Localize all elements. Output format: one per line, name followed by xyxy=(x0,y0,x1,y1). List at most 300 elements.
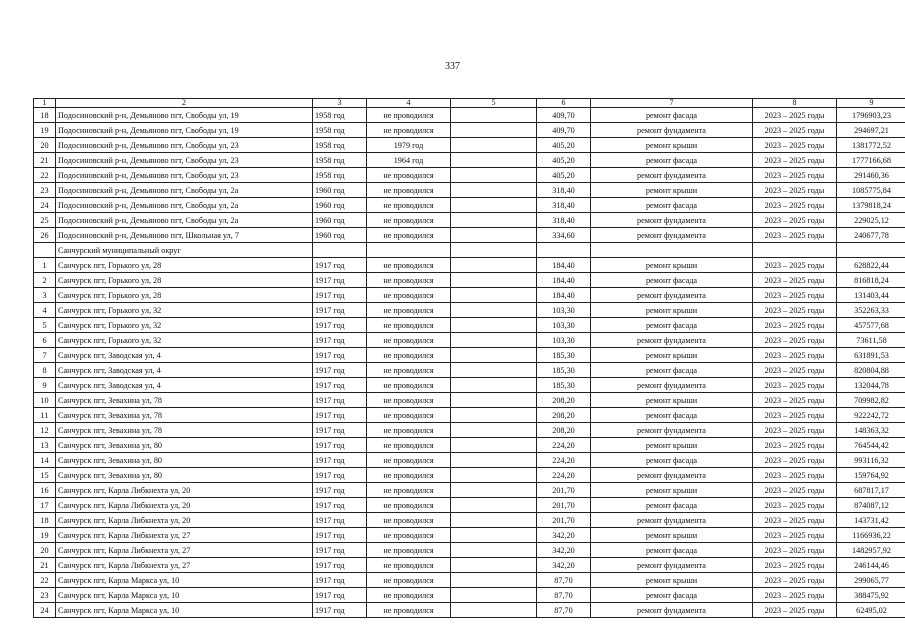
empty-cell xyxy=(451,168,537,183)
row-number-cell: 23 xyxy=(34,183,56,198)
row-number-cell: 6 xyxy=(34,333,56,348)
build-year-cell: 1917 год xyxy=(313,348,367,363)
empty-cell xyxy=(451,183,537,198)
last-repair-year-cell: 1979 год xyxy=(367,138,451,153)
section-empty-cell xyxy=(537,243,591,258)
empty-cell xyxy=(451,258,537,273)
empty-cell xyxy=(451,498,537,513)
area-cell: 405,20 xyxy=(537,168,591,183)
work-type-cell: ремонт крыши xyxy=(591,438,753,453)
period-cell: 2023 – 2025 годы xyxy=(753,153,837,168)
work-type-cell: ремонт крыши xyxy=(591,393,753,408)
address-cell: Санчурск пгт, Карла Либкнехта ул, 27 xyxy=(56,543,313,558)
address-cell: Санчурск пгт, Зевахина ул, 78 xyxy=(56,408,313,423)
cost-cell: 1777166,68 xyxy=(837,153,905,168)
build-year-cell: 1917 год xyxy=(313,588,367,603)
period-cell: 2023 – 2025 годы xyxy=(753,123,837,138)
table-row xyxy=(34,378,905,393)
table-row xyxy=(34,453,905,468)
address-cell: Подосиновский р-н, Демьяново пгт, Свободы ул, 23 xyxy=(56,153,313,168)
address-cell: Подосиновский р-н, Демьяново пгт, Свободы ул, 23 xyxy=(56,168,313,183)
work-type-cell: ремонт фундамента xyxy=(591,123,753,138)
last-repair-year-cell: не проводился xyxy=(367,603,451,618)
build-year-cell: 1917 год xyxy=(313,378,367,393)
period-cell: 2023 – 2025 годы xyxy=(753,468,837,483)
section-empty-cell xyxy=(753,243,837,258)
area-cell: 318,40 xyxy=(537,198,591,213)
empty-cell xyxy=(451,318,537,333)
area-cell: 103,30 xyxy=(537,318,591,333)
period-cell: 2023 – 2025 годы xyxy=(753,378,837,393)
build-year-cell: 1917 год xyxy=(313,483,367,498)
table-row xyxy=(34,603,905,618)
header-cell: 7 xyxy=(591,99,753,108)
address-cell: Санчурск пгт, Карла Маркса ул, 10 xyxy=(56,603,313,618)
empty-cell xyxy=(451,468,537,483)
period-cell: 2023 – 2025 годы xyxy=(753,483,837,498)
build-year-cell: 1958 год xyxy=(313,168,367,183)
empty-cell xyxy=(451,558,537,573)
row-number-cell: 16 xyxy=(34,483,56,498)
repair-program-table xyxy=(33,98,905,618)
work-type-cell: ремонт фундамента xyxy=(591,513,753,528)
empty-cell xyxy=(451,273,537,288)
cost-cell: 240677,78 xyxy=(837,228,905,243)
section-empty-cell xyxy=(837,243,905,258)
table-row xyxy=(34,138,905,153)
row-number-cell: 20 xyxy=(34,138,56,153)
period-cell: 2023 – 2025 годы xyxy=(753,303,837,318)
empty-cell xyxy=(451,408,537,423)
area-cell: 185,30 xyxy=(537,348,591,363)
address-cell: Санчурск пгт, Карла Либкнехта ул, 20 xyxy=(56,498,313,513)
empty-cell xyxy=(451,213,537,228)
table-row xyxy=(34,348,905,363)
address-cell: Подосиновский р-н, Демьяново пгт, Свободы ул, 2а xyxy=(56,198,313,213)
last-repair-year-cell: не проводился xyxy=(367,303,451,318)
last-repair-year-cell: не проводился xyxy=(367,213,451,228)
address-cell: Санчурск пгт, Зевахина ул, 80 xyxy=(56,468,313,483)
area-cell: 342,20 xyxy=(537,558,591,573)
table-row xyxy=(34,543,905,558)
address-cell: Санчурск пгт, Карла Маркса ул, 10 xyxy=(56,588,313,603)
table-header-row xyxy=(34,99,905,108)
row-number-cell: 19 xyxy=(34,528,56,543)
build-year-cell: 1917 год xyxy=(313,468,367,483)
period-cell: 2023 – 2025 годы xyxy=(753,138,837,153)
table-row xyxy=(34,483,905,498)
cost-cell: 993116,32 xyxy=(837,453,905,468)
build-year-cell: 1958 год xyxy=(313,153,367,168)
area-cell: 342,20 xyxy=(537,543,591,558)
period-cell: 2023 – 2025 годы xyxy=(753,108,837,123)
row-number-cell: 18 xyxy=(34,513,56,528)
build-year-cell: 1917 год xyxy=(313,408,367,423)
period-cell: 2023 – 2025 годы xyxy=(753,558,837,573)
address-cell: Санчурск пгт, Зевахина ул, 78 xyxy=(56,423,313,438)
cost-cell: 294697,21 xyxy=(837,123,905,138)
empty-cell xyxy=(451,228,537,243)
area-cell: 87,70 xyxy=(537,588,591,603)
section-row xyxy=(34,243,905,258)
table-row xyxy=(34,273,905,288)
address-cell: Санчурск пгт, Горького ул, 28 xyxy=(56,288,313,303)
empty-cell xyxy=(451,153,537,168)
table-row xyxy=(34,558,905,573)
table-row xyxy=(34,408,905,423)
table-row xyxy=(34,528,905,543)
work-type-cell: ремонт крыши xyxy=(591,573,753,588)
header-cell: 2 xyxy=(56,99,313,108)
row-number-cell: 26 xyxy=(34,228,56,243)
table-row xyxy=(34,393,905,408)
period-cell: 2023 – 2025 годы xyxy=(753,288,837,303)
work-type-cell: ремонт фасада xyxy=(591,588,753,603)
last-repair-year-cell: не проводился xyxy=(367,228,451,243)
build-year-cell: 1917 год xyxy=(313,273,367,288)
work-type-cell: ремонт фасада xyxy=(591,408,753,423)
cost-cell: 687817,17 xyxy=(837,483,905,498)
build-year-cell: 1917 год xyxy=(313,453,367,468)
table-row xyxy=(34,318,905,333)
last-repair-year-cell: 1964 год xyxy=(367,153,451,168)
row-number-cell: 24 xyxy=(34,198,56,213)
last-repair-year-cell: не проводился xyxy=(367,258,451,273)
cost-cell: 709982,82 xyxy=(837,393,905,408)
empty-cell xyxy=(451,303,537,318)
row-number-cell: 12 xyxy=(34,423,56,438)
area-cell: 184,40 xyxy=(537,273,591,288)
period-cell: 2023 – 2025 годы xyxy=(753,588,837,603)
work-type-cell: ремонт фундамента xyxy=(591,558,753,573)
cost-cell: 1482957,92 xyxy=(837,543,905,558)
row-number-cell: 17 xyxy=(34,498,56,513)
table-row xyxy=(34,168,905,183)
row-number-cell: 18 xyxy=(34,108,56,123)
build-year-cell: 1960 год xyxy=(313,198,367,213)
row-number-cell: 24 xyxy=(34,603,56,618)
header-cell: 8 xyxy=(753,99,837,108)
empty-cell xyxy=(451,288,537,303)
cost-cell: 816818,24 xyxy=(837,273,905,288)
build-year-cell: 1917 год xyxy=(313,558,367,573)
row-number-cell: 23 xyxy=(34,588,56,603)
cost-cell: 143731,42 xyxy=(837,513,905,528)
last-repair-year-cell: не проводился xyxy=(367,543,451,558)
table-body xyxy=(34,99,905,618)
build-year-cell: 1917 год xyxy=(313,258,367,273)
empty-cell xyxy=(451,453,537,468)
header-cell: 1 xyxy=(34,99,56,108)
work-type-cell: ремонт фасада xyxy=(591,108,753,123)
table-row xyxy=(34,288,905,303)
cost-cell: 874087,12 xyxy=(837,498,905,513)
build-year-cell: 1958 год xyxy=(313,108,367,123)
last-repair-year-cell: не проводился xyxy=(367,183,451,198)
row-number-cell: 21 xyxy=(34,153,56,168)
work-type-cell: ремонт фасада xyxy=(591,153,753,168)
cost-cell: 820804,88 xyxy=(837,363,905,378)
period-cell: 2023 – 2025 годы xyxy=(753,603,837,618)
area-cell: 208,20 xyxy=(537,423,591,438)
address-cell: Санчурск пгт, Горького ул, 28 xyxy=(56,258,313,273)
work-type-cell: ремонт фундамента xyxy=(591,603,753,618)
address-cell: Санчурск пгт, Горького ул, 32 xyxy=(56,318,313,333)
cost-cell: 131403,44 xyxy=(837,288,905,303)
address-cell: Санчурск пгт, Заводская ул, 4 xyxy=(56,363,313,378)
period-cell: 2023 – 2025 годы xyxy=(753,363,837,378)
section-empty-cell xyxy=(367,243,451,258)
area-cell: 405,20 xyxy=(537,138,591,153)
area-cell: 201,70 xyxy=(537,498,591,513)
work-type-cell: ремонт фасада xyxy=(591,273,753,288)
table-row xyxy=(34,198,905,213)
section-title: Санчурский муниципальный округ xyxy=(56,243,313,258)
area-cell: 87,70 xyxy=(537,603,591,618)
area-cell: 318,40 xyxy=(537,213,591,228)
area-cell: 201,70 xyxy=(537,483,591,498)
header-cell: 3 xyxy=(313,99,367,108)
last-repair-year-cell: не проводился xyxy=(367,108,451,123)
empty-cell xyxy=(451,543,537,558)
address-cell: Санчурск пгт, Карла Либкнехта ул, 27 xyxy=(56,558,313,573)
address-cell: Санчурск пгт, Карла Маркса ул, 10 xyxy=(56,573,313,588)
row-number-cell: 7 xyxy=(34,348,56,363)
cost-cell: 1379818,24 xyxy=(837,198,905,213)
area-cell: 184,40 xyxy=(537,258,591,273)
build-year-cell: 1960 год xyxy=(313,228,367,243)
table-row xyxy=(34,183,905,198)
empty-cell xyxy=(451,573,537,588)
row-number-cell: 25 xyxy=(34,213,56,228)
work-type-cell: ремонт крыши xyxy=(591,483,753,498)
empty-cell xyxy=(451,108,537,123)
table-row xyxy=(34,498,905,513)
cost-cell: 352263,33 xyxy=(837,303,905,318)
empty-cell xyxy=(451,513,537,528)
empty-cell xyxy=(451,393,537,408)
address-cell: Подосиновский р-н, Демьяново пгт, Свободы ул, 19 xyxy=(56,108,313,123)
address-cell: Санчурск пгт, Горького ул, 28 xyxy=(56,273,313,288)
empty-cell xyxy=(451,333,537,348)
last-repair-year-cell: не проводился xyxy=(367,363,451,378)
empty-cell xyxy=(451,528,537,543)
last-repair-year-cell: не проводился xyxy=(367,528,451,543)
cost-cell: 628822,44 xyxy=(837,258,905,273)
period-cell: 2023 – 2025 годы xyxy=(753,528,837,543)
area-cell: 409,70 xyxy=(537,108,591,123)
row-number-cell: 3 xyxy=(34,288,56,303)
table-row xyxy=(34,438,905,453)
empty-cell xyxy=(451,138,537,153)
cost-cell: 229025,12 xyxy=(837,213,905,228)
row-number-cell: 2 xyxy=(34,273,56,288)
row-number-cell: 14 xyxy=(34,453,56,468)
build-year-cell: 1917 год xyxy=(313,528,367,543)
period-cell: 2023 – 2025 годы xyxy=(753,168,837,183)
address-cell: Санчурск пгт, Горького ул, 32 xyxy=(56,303,313,318)
row-number-cell: 10 xyxy=(34,393,56,408)
table-row xyxy=(34,333,905,348)
work-type-cell: ремонт крыши xyxy=(591,528,753,543)
build-year-cell: 1917 год xyxy=(313,438,367,453)
area-cell: 405,20 xyxy=(537,153,591,168)
address-cell: Санчурск пгт, Карла Либкнехта ул, 20 xyxy=(56,513,313,528)
table-row xyxy=(34,213,905,228)
table-row xyxy=(34,588,905,603)
address-cell: Санчурск пгт, Заводская ул, 4 xyxy=(56,378,313,393)
last-repair-year-cell: не проводился xyxy=(367,513,451,528)
address-cell: Санчурск пгт, Зевахина ул, 80 xyxy=(56,438,313,453)
address-cell: Санчурск пгт, Горького ул, 32 xyxy=(56,333,313,348)
last-repair-year-cell: не проводился xyxy=(367,573,451,588)
work-type-cell: ремонт фундамента xyxy=(591,378,753,393)
period-cell: 2023 – 2025 годы xyxy=(753,393,837,408)
area-cell: 185,30 xyxy=(537,363,591,378)
work-type-cell: ремонт фасада xyxy=(591,198,753,213)
page-number: 337 xyxy=(445,61,460,72)
last-repair-year-cell: не проводился xyxy=(367,468,451,483)
address-cell: Подосиновский р-н, Демьяново пгт, Свободы ул, 19 xyxy=(56,123,313,138)
section-empty-cell xyxy=(313,243,367,258)
empty-cell xyxy=(451,588,537,603)
last-repair-year-cell: не проводился xyxy=(367,273,451,288)
section-number-cell xyxy=(34,243,56,258)
last-repair-year-cell: не проводился xyxy=(367,423,451,438)
work-type-cell: ремонт крыши xyxy=(591,348,753,363)
row-number-cell: 9 xyxy=(34,378,56,393)
period-cell: 2023 – 2025 годы xyxy=(753,573,837,588)
cost-cell: 1381772,52 xyxy=(837,138,905,153)
period-cell: 2023 – 2025 годы xyxy=(753,333,837,348)
empty-cell xyxy=(451,123,537,138)
table-row xyxy=(34,573,905,588)
area-cell: 201,70 xyxy=(537,513,591,528)
period-cell: 2023 – 2025 годы xyxy=(753,438,837,453)
row-number-cell: 8 xyxy=(34,363,56,378)
empty-cell xyxy=(451,363,537,378)
last-repair-year-cell: не проводился xyxy=(367,453,451,468)
build-year-cell: 1917 год xyxy=(313,393,367,408)
table-row xyxy=(34,123,905,138)
row-number-cell: 19 xyxy=(34,123,56,138)
period-cell: 2023 – 2025 годы xyxy=(753,273,837,288)
work-type-cell: ремонт крыши xyxy=(591,303,753,318)
last-repair-year-cell: не проводился xyxy=(367,438,451,453)
address-cell: Санчурск пгт, Заводская ул, 4 xyxy=(56,348,313,363)
cost-cell: 246144,46 xyxy=(837,558,905,573)
period-cell: 2023 – 2025 годы xyxy=(753,348,837,363)
empty-cell xyxy=(451,198,537,213)
last-repair-year-cell: не проводился xyxy=(367,333,451,348)
cost-cell: 457577,68 xyxy=(837,318,905,333)
period-cell: 2023 – 2025 годы xyxy=(753,498,837,513)
period-cell: 2023 – 2025 годы xyxy=(753,513,837,528)
work-type-cell: ремонт фасада xyxy=(591,543,753,558)
cost-cell: 764544,42 xyxy=(837,438,905,453)
build-year-cell: 1917 год xyxy=(313,333,367,348)
last-repair-year-cell: не проводился xyxy=(367,408,451,423)
header-cell: 4 xyxy=(367,99,451,108)
cost-cell: 922242,72 xyxy=(837,408,905,423)
work-type-cell: ремонт фундамента xyxy=(591,168,753,183)
period-cell: 2023 – 2025 годы xyxy=(753,198,837,213)
work-type-cell: ремонт фундамента xyxy=(591,468,753,483)
period-cell: 2023 – 2025 годы xyxy=(753,228,837,243)
address-cell: Подосиновский р-н, Демьяново пгт, Свободы ул, 2а xyxy=(56,183,313,198)
cost-cell: 73611,58 xyxy=(837,333,905,348)
last-repair-year-cell: не проводился xyxy=(367,123,451,138)
area-cell: 103,30 xyxy=(537,333,591,348)
cost-cell: 1085775,84 xyxy=(837,183,905,198)
period-cell: 2023 – 2025 годы xyxy=(753,423,837,438)
area-cell: 208,20 xyxy=(537,408,591,423)
period-cell: 2023 – 2025 годы xyxy=(753,258,837,273)
last-repair-year-cell: не проводился xyxy=(367,348,451,363)
build-year-cell: 1958 год xyxy=(313,123,367,138)
period-cell: 2023 – 2025 годы xyxy=(753,183,837,198)
cost-cell: 159764,92 xyxy=(837,468,905,483)
row-number-cell: 15 xyxy=(34,468,56,483)
period-cell: 2023 – 2025 годы xyxy=(753,408,837,423)
empty-cell xyxy=(451,438,537,453)
area-cell: 185,30 xyxy=(537,378,591,393)
work-type-cell: ремонт фундамента xyxy=(591,423,753,438)
build-year-cell: 1917 год xyxy=(313,318,367,333)
table-row xyxy=(34,363,905,378)
build-year-cell: 1917 год xyxy=(313,303,367,318)
work-type-cell: ремонт фасада xyxy=(591,498,753,513)
header-cell: 6 xyxy=(537,99,591,108)
work-type-cell: ремонт фундамента xyxy=(591,333,753,348)
table-row xyxy=(34,258,905,273)
work-type-cell: ремонт фундамента xyxy=(591,213,753,228)
address-cell: Подосиновский р-н, Демьяново пгт, Свободы ул, 23 xyxy=(56,138,313,153)
cost-cell: 291460,36 xyxy=(837,168,905,183)
row-number-cell: 22 xyxy=(34,168,56,183)
row-number-cell: 1 xyxy=(34,258,56,273)
area-cell: 87,70 xyxy=(537,573,591,588)
cost-cell: 631891,53 xyxy=(837,348,905,363)
cost-cell: 299065,77 xyxy=(837,573,905,588)
area-cell: 208,20 xyxy=(537,393,591,408)
build-year-cell: 1960 год xyxy=(313,183,367,198)
section-empty-cell xyxy=(451,243,537,258)
empty-cell xyxy=(451,483,537,498)
build-year-cell: 1958 год xyxy=(313,138,367,153)
last-repair-year-cell: не проводился xyxy=(367,168,451,183)
cost-cell: 62495,02 xyxy=(837,603,905,618)
row-number-cell: 20 xyxy=(34,543,56,558)
work-type-cell: ремонт фасада xyxy=(591,318,753,333)
address-cell: Подосиновский р-н, Демьяново пгт, Свободы ул, 2а xyxy=(56,213,313,228)
build-year-cell: 1917 год xyxy=(313,423,367,438)
section-empty-cell xyxy=(591,243,753,258)
build-year-cell: 1960 год xyxy=(313,213,367,228)
last-repair-year-cell: не проводился xyxy=(367,498,451,513)
last-repair-year-cell: не проводился xyxy=(367,318,451,333)
cost-cell: 388475,92 xyxy=(837,588,905,603)
build-year-cell: 1917 год xyxy=(313,363,367,378)
table-row xyxy=(34,423,905,438)
work-type-cell: ремонт крыши xyxy=(591,183,753,198)
work-type-cell: ремонт крыши xyxy=(591,258,753,273)
build-year-cell: 1917 год xyxy=(313,288,367,303)
header-cell: 9 xyxy=(837,99,905,108)
row-number-cell: 4 xyxy=(34,303,56,318)
area-cell: 103,30 xyxy=(537,303,591,318)
last-repair-year-cell: не проводился xyxy=(367,393,451,408)
